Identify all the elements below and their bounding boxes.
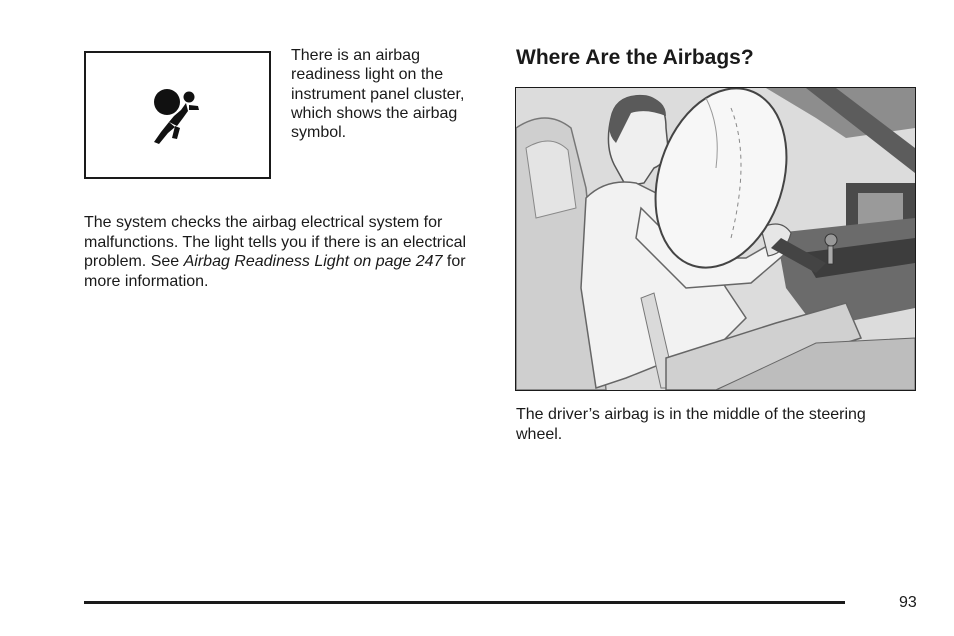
figure-caption: The driver’s airbag is in the middle of the steering wheel.	[516, 406, 866, 443]
section-heading: Where Are the Airbags?	[516, 46, 754, 69]
driver-airbag-drawing	[516, 88, 915, 390]
system-check-paragraph	[84, 213, 494, 291]
airbag-indicator-box	[84, 51, 271, 179]
footer-rule	[84, 601, 845, 604]
paragraph-text-1: The system checks the airbag electrical system for malfunctions. The light tells you if there is an electrical problem. See	[84, 214, 467, 270]
paragraph-text-2: for more information.	[84, 253, 466, 290]
indicator-caption: There is an airbag readiness light on the instrument panel cluster, which shows the airbag symbol.	[291, 47, 465, 142]
cross-reference-link[interactable]: Airbag Readiness Light on page 247	[183, 253, 443, 270]
page-number: 93	[899, 594, 917, 611]
airbag-readiness-icon	[148, 86, 206, 144]
driver-airbag-illustration	[515, 87, 916, 391]
